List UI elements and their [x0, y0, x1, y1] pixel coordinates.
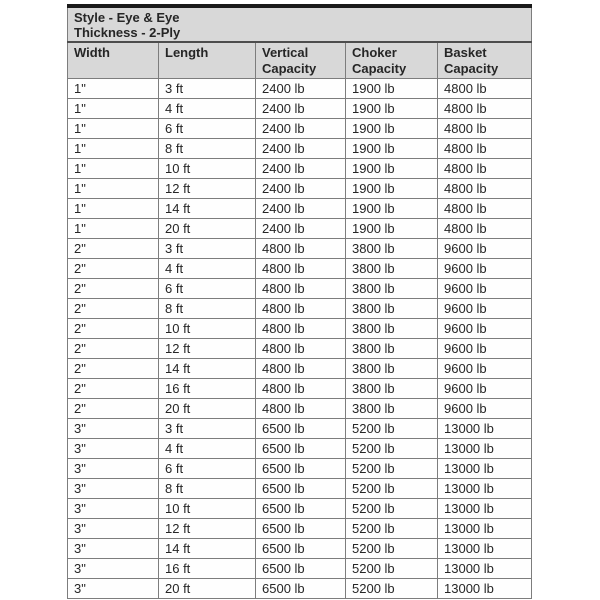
- width-cell: 1": [68, 199, 159, 219]
- table-body: [68, 79, 532, 599]
- width-cell: 3": [68, 439, 159, 459]
- table-row: [68, 399, 532, 419]
- width-cell: 3": [68, 499, 159, 519]
- table-row: [68, 559, 532, 579]
- table-title-style: Style - Eye & Eye: [74, 10, 180, 25]
- choker-capacity-cell: 5200 lb: [346, 479, 438, 499]
- choker-capacity-cell: 5200 lb: [346, 459, 438, 479]
- table-row: [68, 499, 532, 519]
- basket-capacity-cell: 9600 lb: [438, 279, 532, 299]
- choker-capacity-cell: 1900 lb: [346, 219, 438, 239]
- length-cell: 3 ft: [159, 239, 256, 259]
- vertical-capacity-cell: 2400 lb: [256, 79, 346, 99]
- width-cell: 3": [68, 419, 159, 439]
- col-header-width: Width: [68, 42, 159, 79]
- width-cell: 1": [68, 119, 159, 139]
- table-row: [68, 99, 532, 119]
- vertical-capacity-cell: 6500 lb: [256, 439, 346, 459]
- vertical-capacity-cell: 2400 lb: [256, 219, 346, 239]
- basket-capacity-cell: 4800 lb: [438, 79, 532, 99]
- width-cell: 3": [68, 459, 159, 479]
- table-row: [68, 259, 532, 279]
- choker-capacity-cell: 1900 lb: [346, 79, 438, 99]
- basket-capacity-cell: 13000 lb: [438, 439, 532, 459]
- vertical-capacity-cell: 4800 lb: [256, 339, 346, 359]
- length-cell: 4 ft: [159, 259, 256, 279]
- table-title-row: [68, 6, 532, 42]
- basket-capacity-cell: 9600 lb: [438, 339, 532, 359]
- length-cell: 10 ft: [159, 319, 256, 339]
- basket-capacity-cell: 13000 lb: [438, 519, 532, 539]
- length-cell: 16 ft: [159, 559, 256, 579]
- vertical-capacity-cell: 2400 lb: [256, 119, 346, 139]
- table-row: [68, 479, 532, 499]
- table-row: [68, 139, 532, 159]
- choker-capacity-cell: 1900 lb: [346, 199, 438, 219]
- length-cell: 8 ft: [159, 299, 256, 319]
- basket-capacity-cell: 4800 lb: [438, 199, 532, 219]
- choker-capacity-cell: 3800 lb: [346, 319, 438, 339]
- table-row: [68, 199, 532, 219]
- length-cell: 10 ft: [159, 499, 256, 519]
- vertical-capacity-cell: 6500 lb: [256, 559, 346, 579]
- table-row: [68, 579, 532, 599]
- basket-capacity-cell: 13000 lb: [438, 419, 532, 439]
- choker-capacity-cell: 3800 lb: [346, 359, 438, 379]
- col-header-choker-capacity: Choker Capacity: [346, 42, 438, 79]
- width-cell: 3": [68, 579, 159, 599]
- width-cell: 2": [68, 379, 159, 399]
- table-row: [68, 439, 532, 459]
- length-cell: 3 ft: [159, 419, 256, 439]
- choker-capacity-cell: 5200 lb: [346, 539, 438, 559]
- length-cell: 14 ft: [159, 539, 256, 559]
- table-row: [68, 379, 532, 399]
- vertical-capacity-cell: 4800 lb: [256, 259, 346, 279]
- choker-capacity-cell: 5200 lb: [346, 419, 438, 439]
- choker-capacity-cell: 1900 lb: [346, 179, 438, 199]
- vertical-capacity-cell: 6500 lb: [256, 419, 346, 439]
- vertical-capacity-cell: 2400 lb: [256, 159, 346, 179]
- width-cell: 3": [68, 479, 159, 499]
- width-cell: 2": [68, 279, 159, 299]
- choker-capacity-cell: 5200 lb: [346, 439, 438, 459]
- choker-capacity-cell: 1900 lb: [346, 139, 438, 159]
- table-title-cell: [68, 6, 532, 42]
- length-cell: 12 ft: [159, 179, 256, 199]
- basket-capacity-cell: 9600 lb: [438, 359, 532, 379]
- choker-capacity-cell: 5200 lb: [346, 519, 438, 539]
- vertical-capacity-cell: 2400 lb: [256, 139, 346, 159]
- width-cell: 2": [68, 339, 159, 359]
- choker-capacity-cell: 3800 lb: [346, 299, 438, 319]
- vertical-capacity-cell: 6500 lb: [256, 539, 346, 559]
- basket-capacity-cell: 13000 lb: [438, 459, 532, 479]
- basket-capacity-cell: 4800 lb: [438, 179, 532, 199]
- basket-capacity-cell: 9600 lb: [438, 239, 532, 259]
- basket-capacity-cell: 9600 lb: [438, 259, 532, 279]
- vertical-capacity-cell: 2400 lb: [256, 99, 346, 119]
- length-cell: 16 ft: [159, 379, 256, 399]
- choker-capacity-cell: 1900 lb: [346, 119, 438, 139]
- basket-capacity-cell: 9600 lb: [438, 379, 532, 399]
- length-cell: 12 ft: [159, 339, 256, 359]
- choker-capacity-cell: 3800 lb: [346, 399, 438, 419]
- table-row: [68, 119, 532, 139]
- vertical-capacity-cell: 6500 lb: [256, 519, 346, 539]
- vertical-capacity-cell: 6500 lb: [256, 459, 346, 479]
- basket-capacity-cell: 4800 lb: [438, 119, 532, 139]
- col-header-length: Length: [159, 42, 256, 79]
- vertical-capacity-cell: 4800 lb: [256, 299, 346, 319]
- width-cell: 3": [68, 519, 159, 539]
- length-cell: 4 ft: [159, 439, 256, 459]
- width-cell: 2": [68, 239, 159, 259]
- vertical-capacity-cell: 6500 lb: [256, 499, 346, 519]
- width-cell: 2": [68, 299, 159, 319]
- length-cell: 20 ft: [159, 399, 256, 419]
- length-cell: 14 ft: [159, 199, 256, 219]
- width-cell: 1": [68, 79, 159, 99]
- table-row: [68, 459, 532, 479]
- basket-capacity-cell: 4800 lb: [438, 139, 532, 159]
- choker-capacity-cell: 5200 lb: [346, 499, 438, 519]
- vertical-capacity-cell: 6500 lb: [256, 579, 346, 599]
- basket-capacity-cell: 13000 lb: [438, 499, 532, 519]
- length-cell: 12 ft: [159, 519, 256, 539]
- choker-capacity-cell: 5200 lb: [346, 559, 438, 579]
- vertical-capacity-cell: 4800 lb: [256, 239, 346, 259]
- length-cell: 20 ft: [159, 579, 256, 599]
- table-row: [68, 339, 532, 359]
- choker-capacity-cell: 3800 lb: [346, 339, 438, 359]
- width-cell: 1": [68, 219, 159, 239]
- width-cell: 1": [68, 179, 159, 199]
- width-cell: 1": [68, 139, 159, 159]
- length-cell: 10 ft: [159, 159, 256, 179]
- table-row: [68, 419, 532, 439]
- table-row: [68, 159, 532, 179]
- basket-capacity-cell: 9600 lb: [438, 319, 532, 339]
- width-cell: 1": [68, 99, 159, 119]
- choker-capacity-cell: 3800 lb: [346, 379, 438, 399]
- vertical-capacity-cell: 4800 lb: [256, 359, 346, 379]
- width-cell: 2": [68, 319, 159, 339]
- width-cell: 2": [68, 259, 159, 279]
- table-row: [68, 359, 532, 379]
- basket-capacity-cell: 4800 lb: [438, 159, 532, 179]
- choker-capacity-cell: 3800 lb: [346, 279, 438, 299]
- basket-capacity-cell: 13000 lb: [438, 539, 532, 559]
- basket-capacity-cell: 9600 lb: [438, 299, 532, 319]
- vertical-capacity-cell: 2400 lb: [256, 179, 346, 199]
- length-cell: 8 ft: [159, 139, 256, 159]
- vertical-capacity-cell: 4800 lb: [256, 319, 346, 339]
- choker-capacity-cell: 5200 lb: [346, 579, 438, 599]
- length-cell: 3 ft: [159, 79, 256, 99]
- width-cell: 3": [68, 539, 159, 559]
- basket-capacity-cell: 4800 lb: [438, 219, 532, 239]
- basket-capacity-cell: 13000 lb: [438, 479, 532, 499]
- choker-capacity-cell: 3800 lb: [346, 259, 438, 279]
- length-cell: 20 ft: [159, 219, 256, 239]
- table-row: [68, 239, 532, 259]
- table-row: [68, 299, 532, 319]
- table-row: [68, 79, 532, 99]
- width-cell: 2": [68, 359, 159, 379]
- vertical-capacity-cell: 4800 lb: [256, 279, 346, 299]
- choker-capacity-cell: 1900 lb: [346, 159, 438, 179]
- vertical-capacity-cell: 6500 lb: [256, 479, 346, 499]
- column-header-row: [68, 42, 532, 79]
- table-row: [68, 179, 532, 199]
- col-header-vertical-capacity: Vertical Capacity: [256, 42, 346, 79]
- table-row: [68, 319, 532, 339]
- table-row: [68, 279, 532, 299]
- choker-capacity-cell: 3800 lb: [346, 239, 438, 259]
- basket-capacity-cell: 13000 lb: [438, 559, 532, 579]
- capacity-table: [67, 4, 532, 599]
- choker-capacity-cell: 1900 lb: [346, 99, 438, 119]
- table-title-thickness: Thickness - 2-Ply: [74, 25, 181, 40]
- width-cell: 2": [68, 399, 159, 419]
- width-cell: 3": [68, 559, 159, 579]
- length-cell: 6 ft: [159, 119, 256, 139]
- length-cell: 4 ft: [159, 99, 256, 119]
- length-cell: 14 ft: [159, 359, 256, 379]
- length-cell: 8 ft: [159, 479, 256, 499]
- length-cell: 6 ft: [159, 459, 256, 479]
- table-row: [68, 519, 532, 539]
- basket-capacity-cell: 9600 lb: [438, 399, 532, 419]
- vertical-capacity-cell: 4800 lb: [256, 399, 346, 419]
- basket-capacity-cell: 13000 lb: [438, 579, 532, 599]
- table-row: [68, 539, 532, 559]
- vertical-capacity-cell: 2400 lb: [256, 199, 346, 219]
- length-cell: 6 ft: [159, 279, 256, 299]
- col-header-basket-capacity: Basket Capacity: [438, 42, 532, 79]
- table-row: [68, 219, 532, 239]
- vertical-capacity-cell: 4800 lb: [256, 379, 346, 399]
- basket-capacity-cell: 4800 lb: [438, 99, 532, 119]
- width-cell: 1": [68, 159, 159, 179]
